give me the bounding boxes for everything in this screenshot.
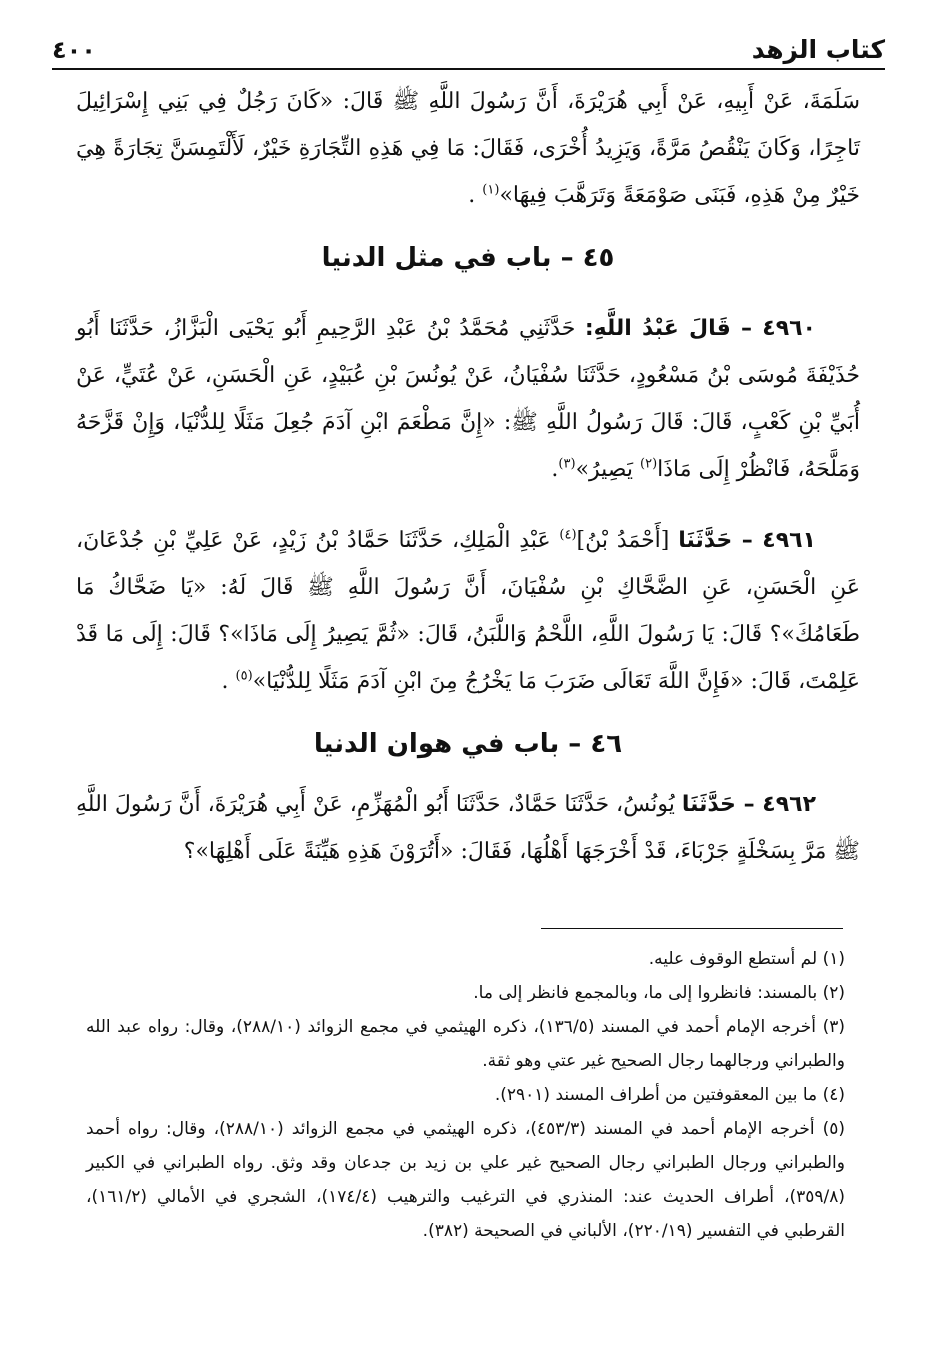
main-text <box>76 78 860 875</box>
footnote-text: بالمسند: فانظروا إلى ما، وبالمجمع فانظر إلى ما. <box>473 983 823 1003</box>
footnote-ref-4[interactable]: (٤) <box>559 527 577 543</box>
book-title: كتاب الزهد <box>751 35 885 64</box>
page-number: ٤٠٠ <box>52 36 96 64</box>
hadith-text: حَدَّثَنِي مُحَمَّدُ بْنُ عَبْدِ الرَّحِيمِ أَبُو يَحْيَى الْبَزَّازُ، حَدَّثَنَا أَبُو حُذَيْفَةَ مُوسَى بْنُ مَسْعُودٍ، حَدَّثَنَا سُفْيَانُ، عَنْ يُونُسَ بْنِ عُبَيْدٍ، عَنِ الْحَسَنِ، عَنْ عُتَيٍّ، عَنْ أُبَيِّ بْنِ كَعْبٍ، قَالَ: قَالَ رَسُولُ اللَّهِ ﷺ: «إِنَّ مَطْعَمَ ابْنِ آدَمَ جُعِلَ مَثَلًا لِلدُّنْيَا، وَإِنْ قَزَّحَهُ وَمَلَّحَهُ، فَانْظُرْ إِلَى مَاذَا <box>76 316 860 482</box>
footnote-number: (٢) <box>822 983 845 1003</box>
chapter-heading-46: ٤٦ – باب في هوان الدنيا <box>313 729 623 759</box>
footnote-5 <box>86 1112 845 1248</box>
footnote-text: لم أستطع الوقوف عليه. <box>648 949 823 969</box>
footnote-number: (١) <box>822 949 845 969</box>
sentence-end: . <box>221 669 236 694</box>
hadith-text-tail: يَصِيرُ» <box>575 457 640 482</box>
footnote-ref-5[interactable]: (٥) <box>235 668 253 684</box>
footnote-text: أخرجه الإمام أحمد في المسند (١٣٦/٥)، ذكره الهيثمي في مجمع الزوائد (٢٨٨/١٠)، وقال: رواه عبد الله والطبراني ورجالهما رجال الصحيح غير عتي وهو ثقة. <box>86 1017 845 1071</box>
sentence-end: . <box>551 457 559 482</box>
hadith-4961 <box>76 517 860 705</box>
running-header <box>52 30 885 70</box>
hadith-4960 <box>76 305 860 493</box>
footnote-text: أخرجه الإمام أحمد في المسند (٤٥٣/٣)، ذكره الهيثمي في مجمع الزوائد (٢٨٨/١٠)، وقال: رواه أحمد والطبراني ورجال الطبراني رجال الصحيح غير علي بن زيد بن جدعان وقد وثق. رواه الطبراني في الكبير (٣٥٩/٨)، أطراف الحديث عند: المنذري في الترغيب والترهيب (١٧٤/٤)، الشجري في الأمالي (١٦١/٢)، القرطبي في التفسير (٢٢٠/١٩)، الألباني في الصحيحة (٣٨٢). <box>86 1119 845 1241</box>
chapter-heading-45: ٤٥ – باب في مثل الدنيا <box>321 243 615 273</box>
footnote-1 <box>86 942 845 976</box>
footnote-number: (٥) <box>822 1119 845 1139</box>
footnote-2 <box>86 976 845 1010</box>
footnote-number: (٤) <box>822 1085 845 1105</box>
footnotes <box>86 942 845 1248</box>
footnote-4 <box>86 1078 845 1112</box>
hadith-number: ٤٩٦٠ – <box>741 316 816 341</box>
hadith-text: عَبْدِ الْمَلِكِ، حَدَّثَنَا حَمَّادُ بْنُ زَيْدٍ، عَنْ عَلِيِّ بْنِ جُدْعَانَ، عَنِ الْحَسَنِ، عَنِ الضَّحَّاكِ بْنِ سُفْيَانَ، أَنَّ رَسُولَ اللَّهِ ﷺ قَالَ لَهُ: «يَا ضَحَّاكُ مَا طَعَامُكَ»؟ قَالَ: يَا رَسُولَ اللَّهِ، اللَّحْمُ وَاللَّبَنُ، قَالَ: «ثُمَّ يَصِيرُ إِلَى مَاذَا»؟ قَالَ: إِلَى مَا قَدْ عَلِمْتَ، قَالَ: «فَإِنَّ اللَّهَ تَعَالَى ضَرَبَ مَا يَخْرُجُ مِنَ ابْنِ آدَمَ مَثَلًا لِلدُّنْيَا» <box>76 528 860 694</box>
footnote-number: (٣) <box>822 1017 845 1037</box>
footnote-ref-3[interactable]: (٣) <box>558 456 576 472</box>
footnote-divider <box>541 928 843 929</box>
sentence-end: . <box>468 183 483 208</box>
hadith-number: ٤٩٦٢ – <box>743 792 816 817</box>
hadith-number: ٤٩٦١ – <box>741 528 816 553</box>
footnote-3 <box>86 1010 845 1078</box>
hadith-continuation <box>76 78 860 219</box>
hadith-text: سَلَمَةَ، عَنْ أَبِيهِ، عَنْ أَبِي هُرَيْرَةَ، أَنَّ رَسُولَ اللَّهِ ﷺ قَالَ: «كَانَ رَجُلٌ فِي بَنِي إِسْرَائِيلَ تَاجِرًا، وَكَانَ يَنْقُصُ مَرَّةً، وَيَزِيدُ أُخْرَى، فَقَالَ: مَا فِي هَذِهِ التِّجَارَةِ خَيْرٌ، لَأَلْتَمِسَنَّ تِجَارَةً هِيَ خَيْرٌ مِنْ هَذِهِ، فَبَنَى صَوْمَعَةً وَتَرَهَّبَ فِيهَا» <box>76 89 860 208</box>
hadith-4962 <box>76 781 860 875</box>
footnote-ref-1[interactable]: (١) <box>482 182 500 198</box>
hadith-lead: حَدَّثَنَا <box>681 792 744 817</box>
hadith-lead: قَالَ عَبْدُ اللَّهِ: <box>584 316 742 341</box>
footnote-text: ما بين المعقوفتين من أطراف المسند (٢٩٠١). <box>494 1085 823 1105</box>
hadith-lead: حَدَّثَنَا <box>678 528 742 553</box>
footnote-ref-2[interactable]: (٢) <box>640 456 658 472</box>
hadith-text: يُونُسُ، حَدَّثَنَا حَمَّادٌ، حَدَّثَنَا أَبُو الْمُهَزِّمِ، عَنْ أَبِي هُرَيْرَةَ، أَنَّ رَسُولَ اللَّهِ ﷺ مَرَّ بِسَخْلَةٍ جَرْبَاءَ، قَدْ أَخْرَجَهَا أَهْلُهَا، فَقَالَ: «أَتُرَوْنَ هَذِهِ هَيِّنَةً عَلَى أَهْلِهَا»؟ <box>76 792 860 864</box>
bracketed-insertion: [أَحْمَدُ بْنُ] <box>576 528 679 553</box>
